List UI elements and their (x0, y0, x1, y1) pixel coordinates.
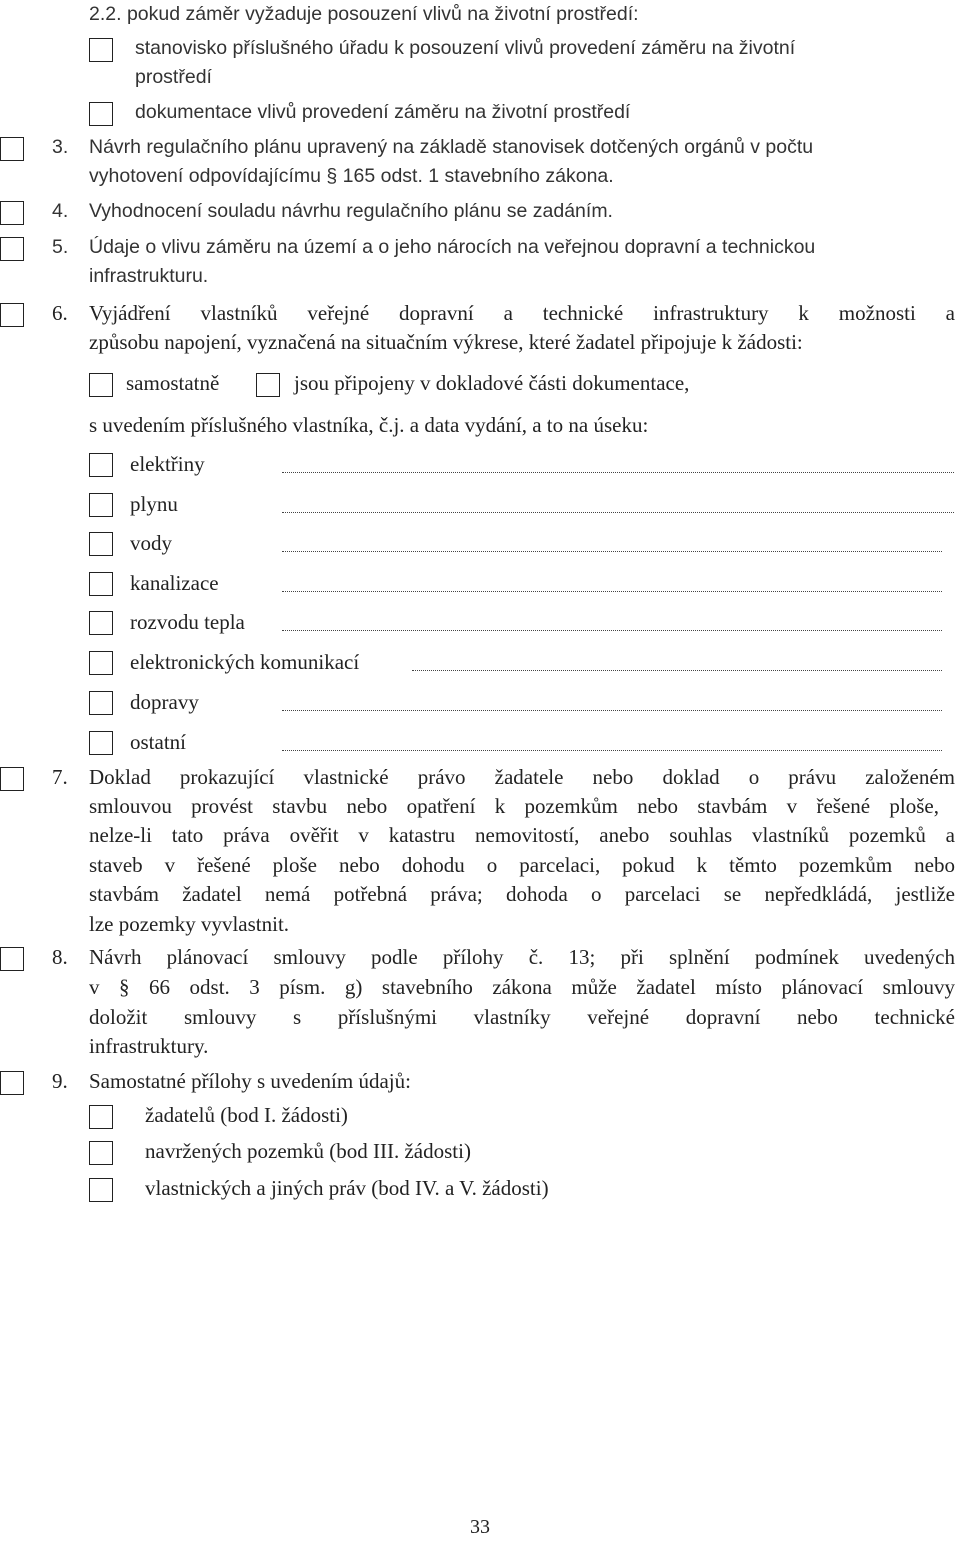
item-6-line-2: způsobu napojení, vyznačená na situačním výkrese, které žadatel připojuje k žádosti: (89, 330, 803, 354)
item-6-line-1: Vyjádření vlastníků veřejné dopravní a technické infrastruktury k možnosti a (89, 301, 955, 325)
item-9-line-1: Samostatné přílohy s uvedením údajů: (89, 1069, 411, 1093)
gas-label: plynu (130, 492, 178, 516)
item-3-line-2: vyhotovení odpovídajícímu § 165 odst. 1 stavebního zákona. (89, 165, 614, 187)
checkbox-ownership-rights[interactable] (89, 1178, 113, 1202)
checkbox-sewerage[interactable] (89, 572, 113, 596)
item-8-line-2: v § 66 odst. 3 písm. g) stavebního zákona může žadatel místo plánovací smlouvy (89, 975, 955, 999)
checkbox-eia-opinion[interactable] (89, 38, 113, 62)
ownership-rights-label: vlastnických a jiných práv (bod IV. a V. žádosti) (145, 1176, 549, 1200)
item-5-line-1: Údaje o vlivu záměru na území a o jeho nárocích na veřejnou dopravní a technickou (89, 236, 816, 258)
checkbox-water[interactable] (89, 532, 113, 556)
page-number: 33 (470, 1516, 490, 1538)
checkbox-item-3[interactable] (0, 137, 24, 161)
item-4-number: 4. (52, 200, 69, 222)
item-3-line-1: Návrh regulačního plánu upravený na základě stanovisek dotčených orgánů v počtu (89, 136, 814, 158)
separately-label: samostatně (126, 371, 220, 395)
heat-distribution-label: rozvodu tepla (130, 610, 245, 634)
item-7-line-4: staveb v řešené ploše nebo dohodu o parcelaci, pokud k těmto pozemkům nebo (89, 853, 955, 877)
checkbox-other[interactable] (89, 731, 113, 755)
item-5-number: 5. (52, 236, 69, 258)
electricity-label: elektřiny (130, 452, 205, 476)
item-8-number: 8. (52, 945, 68, 969)
sewerage-fill-line[interactable] (282, 591, 942, 592)
item-5-line-2: infrastrukturu. (89, 265, 209, 287)
item-6-line-3: s uvedením příslušného vlastníka, č.j. a data vydání, a to na úseku: (89, 413, 649, 437)
item-8-line-1: Návrh plánovací smlouvy podle přílohy č. 13; při splnění podmínek uvedených (89, 945, 955, 969)
checkbox-item-7[interactable] (0, 767, 24, 791)
item-7-number: 7. (52, 765, 68, 789)
checkbox-applicants[interactable] (89, 1105, 113, 1129)
item-7-line-3: nelze-li tato práva ověřit v katastru nemovitostí, anebo souhlas vlastníků pozemků a (89, 823, 955, 847)
other-fill-line[interactable] (282, 750, 942, 751)
checkbox-item-5[interactable] (0, 237, 24, 261)
item-7-line-5: stavbám žadatel nemá potřebná práva; dohoda o parcelaci se nepředkládá, jestliže (89, 882, 955, 906)
electronic-communications-label: elektronických komunikací (130, 650, 360, 674)
attached-in-documentation-label: jsou připojeny v dokladové části dokumentace, (294, 371, 690, 395)
item-8-line-3: doložit smlouvy s příslušnými vlastníky veřejné dopravní nebo technické (89, 1005, 955, 1029)
item-6-number: 6. (52, 301, 68, 325)
sewerage-label: kanalizace (130, 571, 219, 595)
eia-documentation-label: dokumentace vlivů provedení záměru na životní prostředí (135, 101, 631, 123)
checkbox-proposed-plots[interactable] (89, 1141, 113, 1165)
checkbox-item-6[interactable] (0, 303, 24, 327)
water-label: vody (130, 531, 172, 555)
section-2-2-heading: 2.2. pokud záměr vyžaduje posouzení vlivů na životní prostředí: (89, 3, 639, 25)
gas-fill-line[interactable] (282, 512, 954, 513)
water-fill-line[interactable] (282, 551, 942, 552)
transport-label: dopravy (130, 690, 199, 714)
checkbox-electronic-communications[interactable] (89, 651, 113, 675)
eia-opinion-label-2: prostředí (135, 66, 212, 88)
checkbox-eia-documentation[interactable] (89, 102, 113, 126)
checkbox-electricity[interactable] (89, 453, 113, 477)
heat-distribution-fill-line[interactable] (282, 630, 942, 631)
item-7-line-6: lze pozemky vyvlastnit. (89, 912, 290, 936)
item-3-number: 3. (52, 136, 69, 158)
checkbox-item-9[interactable] (0, 1071, 24, 1095)
checkbox-attached-in-documentation[interactable] (256, 373, 280, 397)
item-7-line-1: Doklad prokazující vlastnické právo žadatele nebo doklad o právu založeném (89, 765, 955, 789)
item-4-line-1: Vyhodnocení souladu návrhu regulačního plánu se zadáním. (89, 200, 613, 222)
checkbox-heat-distribution[interactable] (89, 611, 113, 635)
checkbox-item-8[interactable] (0, 947, 24, 971)
electricity-fill-line[interactable] (282, 472, 954, 473)
item-9-number: 9. (52, 1069, 68, 1093)
proposed-plots-label: navržených pozemků (bod III. žádosti) (145, 1139, 471, 1163)
item-8-line-4: infrastruktury. (89, 1034, 209, 1058)
other-label: ostatní (130, 730, 186, 754)
item-7-line-2: smlouvou provést stavbu nebo opatření k pozemkům nebo stavbám v řešené ploše, (89, 794, 939, 818)
eia-opinion-label-1: stanovisko příslušného úřadu k posouzení vlivů provedení záměru na životní (135, 37, 796, 59)
electronic-communications-fill-line[interactable] (412, 670, 942, 671)
checkbox-transport[interactable] (89, 691, 113, 715)
applicants-label: žadatelů (bod I. žádosti) (145, 1103, 348, 1127)
checkbox-separately[interactable] (89, 373, 113, 397)
checkbox-gas[interactable] (89, 493, 113, 517)
checkbox-item-4[interactable] (0, 201, 24, 225)
transport-fill-line[interactable] (282, 710, 942, 711)
